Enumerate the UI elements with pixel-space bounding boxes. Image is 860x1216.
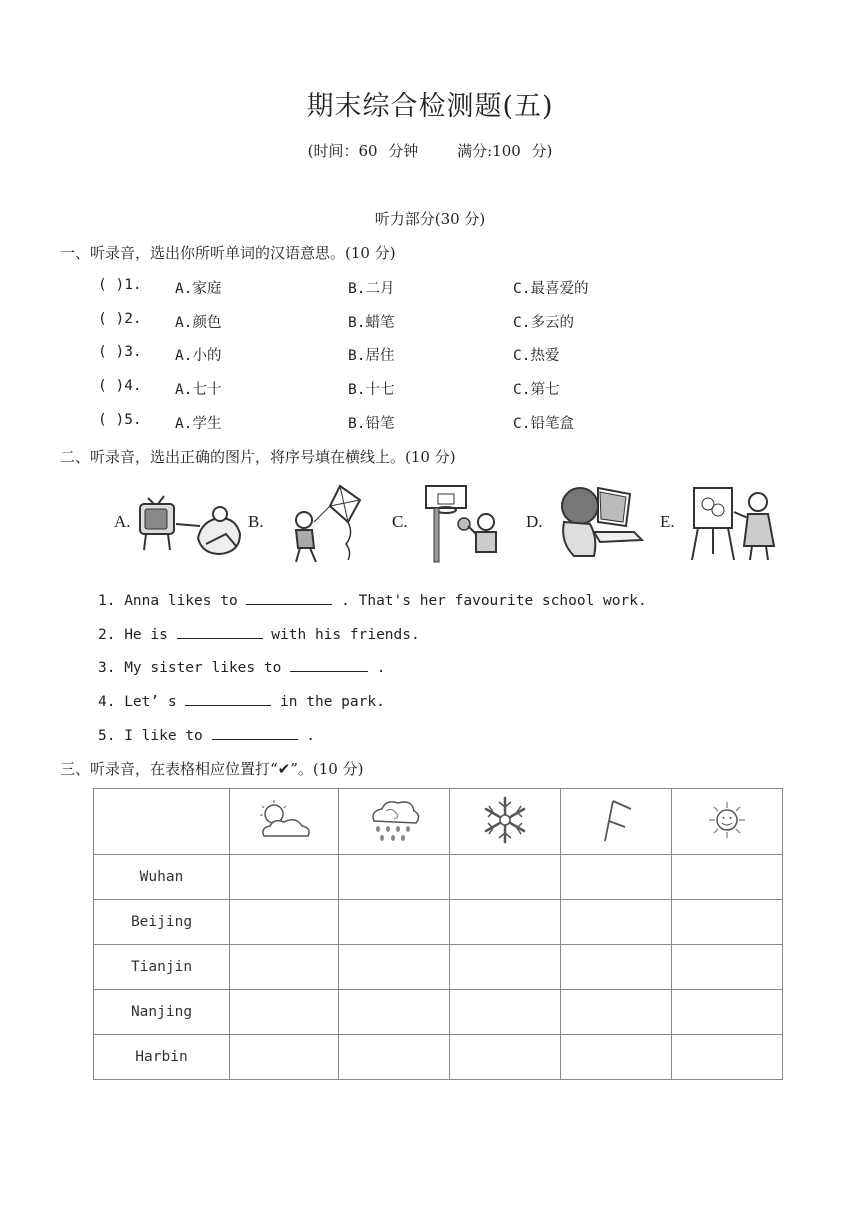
q3-option-b: B.居住 <box>348 348 395 364</box>
q2-option-a: A.颜色 <box>175 315 222 331</box>
sentence-5-rest: . <box>297 728 315 744</box>
answer-cell[interactable] <box>561 900 672 945</box>
sunny-icon <box>707 800 747 840</box>
wind-icon <box>591 795 641 845</box>
sentence-4-rest: in the park. <box>271 694 385 710</box>
sentence-2-rest: with his friends. <box>262 627 420 643</box>
city-cell: Tianjin <box>94 945 230 990</box>
picture-label-a: A. <box>114 512 131 531</box>
sentence-2-blank[interactable] <box>177 624 263 639</box>
answer-cell[interactable] <box>339 945 450 990</box>
weather-header-row <box>94 789 783 855</box>
table-row <box>94 990 783 1035</box>
basketball-icon <box>418 482 502 564</box>
picture-label-c: C. <box>392 512 408 531</box>
answer-cell[interactable] <box>672 990 783 1035</box>
picture-label-b: B. <box>248 512 264 531</box>
sentence-2-text: 2. He is <box>98 627 168 643</box>
sentence-4-text: 4. Let’ s <box>98 694 177 710</box>
answer-cell[interactable] <box>230 945 339 990</box>
q2-option-c: C.多云的 <box>513 315 574 331</box>
picture-label-e: E. <box>660 512 675 531</box>
section2-heading: 二、听录音，选出正确的图片，将序号填在横线上。(10 分) <box>60 448 456 466</box>
page-title: 期末综合检测题(五) <box>306 91 554 122</box>
section1-heading: 一、听录音，选出你所听单词的汉语意思。(10 分) <box>60 244 396 262</box>
picture-row <box>108 482 784 566</box>
answer-cell[interactable] <box>672 945 783 990</box>
answer-cell[interactable] <box>339 855 450 900</box>
answer-cell[interactable] <box>230 990 339 1035</box>
sentence-3-text: 3. My sister likes to <box>98 660 282 676</box>
section3-heading: 三、听录音，在表格相应位置打“✔”。(10 分) <box>60 760 364 778</box>
q1-option-b: B.二月 <box>348 281 395 297</box>
sentence-5 <box>98 725 315 744</box>
fly-kite-icon <box>288 482 368 564</box>
table-row <box>94 1035 783 1080</box>
computer-icon <box>554 482 644 564</box>
city-cell: Wuhan <box>94 855 230 900</box>
sentence-3 <box>98 657 386 676</box>
wind-cell <box>561 789 672 855</box>
table-row <box>94 900 783 945</box>
answer-cell[interactable] <box>672 855 783 900</box>
answer-cell[interactable] <box>450 990 561 1035</box>
painting-icon <box>684 482 782 564</box>
sentence-5-text: 5. I like to <box>98 728 203 744</box>
snow-icon <box>480 795 530 845</box>
q1-number: ( )1. <box>98 277 142 293</box>
rain-icon <box>366 797 422 843</box>
answer-cell[interactable] <box>450 945 561 990</box>
answer-cell[interactable] <box>672 900 783 945</box>
q1-option-c: C.最喜爱的 <box>513 281 589 297</box>
sentence-3-rest: . <box>368 660 386 676</box>
sentence-1-blank[interactable] <box>246 590 332 605</box>
answer-cell[interactable] <box>339 990 450 1035</box>
answer-cell[interactable] <box>561 1035 672 1080</box>
partly-cloudy-cell <box>230 789 339 855</box>
answer-cell[interactable] <box>339 1035 450 1080</box>
table-row <box>94 855 783 900</box>
q2-option-b: B.蜡笔 <box>348 315 395 331</box>
answer-cell[interactable] <box>672 1035 783 1080</box>
q5-number: ( )5. <box>98 412 142 428</box>
sentence-1-rest: . That's her favourite school work. <box>332 593 647 609</box>
q3-number: ( )3. <box>98 344 142 360</box>
sentence-1-text: 1. Anna likes to <box>98 593 238 609</box>
q3-option-c: C.热爱 <box>513 348 560 364</box>
sentence-5-blank[interactable] <box>212 725 298 740</box>
q5-option-c: C.铅笔盒 <box>513 416 574 432</box>
sentence-2 <box>98 624 420 643</box>
sentence-4-blank[interactable] <box>185 691 271 706</box>
answer-cell[interactable] <box>339 900 450 945</box>
q4-option-b: B.十七 <box>348 382 395 398</box>
city-cell: Beijing <box>94 900 230 945</box>
answer-cell[interactable] <box>561 855 672 900</box>
sentence-3-blank[interactable] <box>290 657 368 672</box>
full-score: 满分:100 分) <box>457 142 553 160</box>
q1-option-a: A.家庭 <box>175 281 222 297</box>
weather-table <box>93 788 783 1080</box>
q4-number: ( )4. <box>98 378 142 394</box>
sunny-cell <box>672 789 783 855</box>
city-cell: Nanjing <box>94 990 230 1035</box>
listening-heading: 听力部分(30 分) <box>374 210 486 228</box>
q5-option-a: A.学生 <box>175 416 222 432</box>
q4-option-c: C.第七 <box>513 382 560 398</box>
picture-label-d: D. <box>526 512 543 531</box>
time-limit: (时间：60 分钟 <box>307 142 419 160</box>
exam-info <box>0 140 860 161</box>
partly-cloudy-icon <box>252 798 316 842</box>
snow-cell <box>450 789 561 855</box>
sentence-4 <box>98 691 385 710</box>
q2-number: ( )2. <box>98 311 142 327</box>
answer-cell[interactable] <box>230 900 339 945</box>
q4-option-a: A.七十 <box>175 382 222 398</box>
corner-cell <box>94 789 230 855</box>
answer-cell[interactable] <box>230 1035 339 1080</box>
table-row <box>94 945 783 990</box>
watch-tv-icon <box>136 494 244 560</box>
answer-cell[interactable] <box>450 900 561 945</box>
answer-cell[interactable] <box>561 945 672 990</box>
city-cell: Harbin <box>94 1035 230 1080</box>
rain-cell <box>339 789 450 855</box>
answer-cell[interactable] <box>450 1035 561 1080</box>
q3-option-a: A.小的 <box>175 348 222 364</box>
q5-option-b: B.铅笔 <box>348 416 395 432</box>
sentence-1 <box>98 590 647 609</box>
answer-cell[interactable] <box>561 990 672 1035</box>
answer-cell[interactable] <box>450 855 561 900</box>
answer-cell[interactable] <box>230 855 339 900</box>
